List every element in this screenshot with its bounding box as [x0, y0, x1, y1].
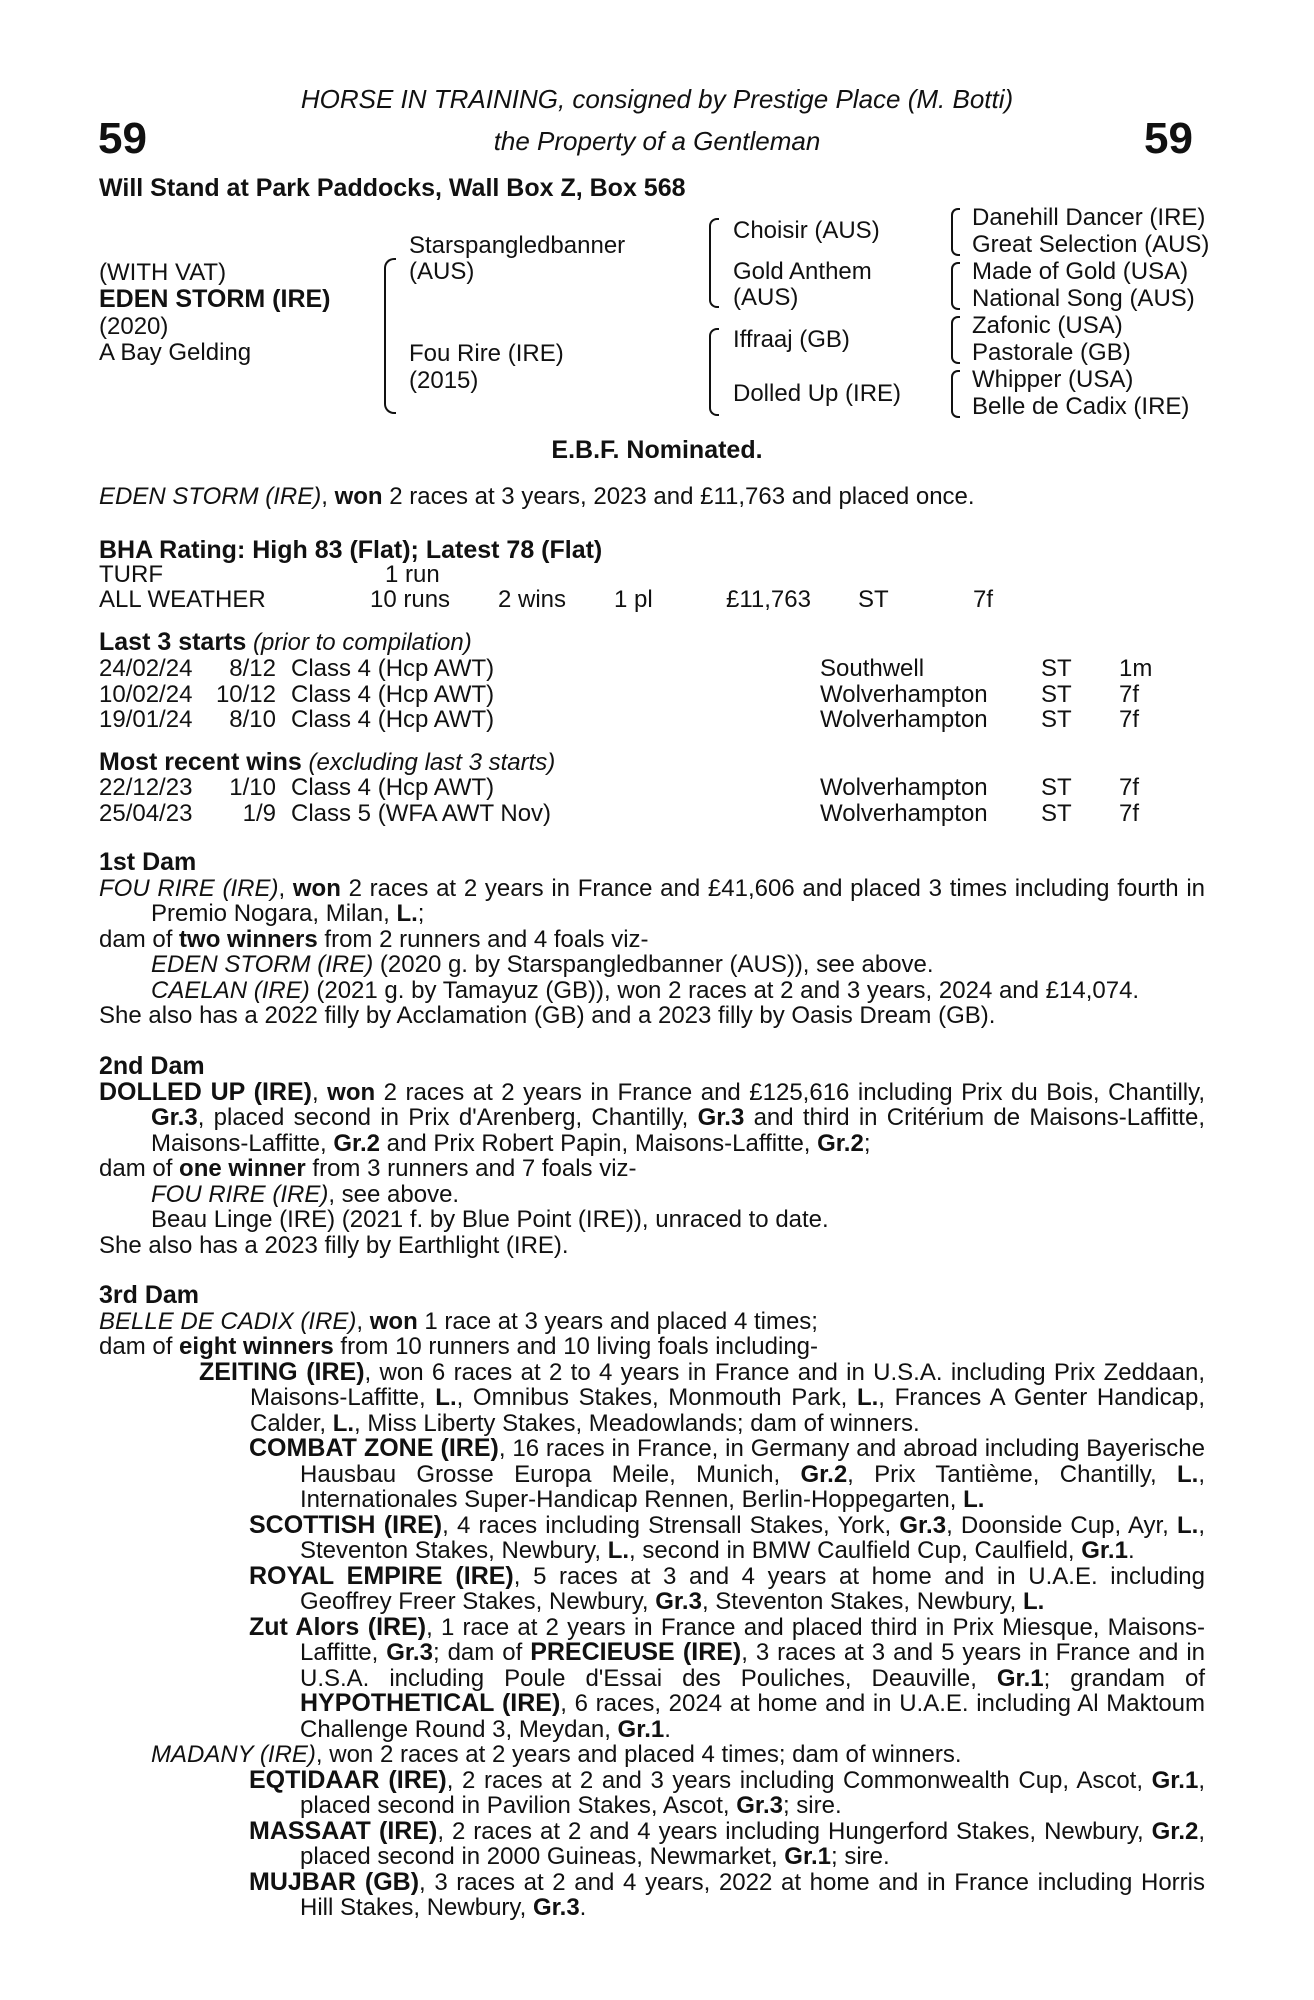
group-mark: Gr.3	[736, 1792, 783, 1819]
produce-detail: , 5 races at 3 and 4 years at home and in U.A.E. including Geoffrey Freer Stakes, Newbury,	[300, 1562, 1206, 1615]
ped-sds: Made of Gold (USA)	[972, 258, 1189, 285]
group-mark: Gr.1	[1151, 1766, 1199, 1794]
listed-mark: L.	[1177, 1511, 1199, 1539]
produce-detail: , placed second in 2000 Guineas, Newmarket,	[300, 1817, 1206, 1870]
winners-count: one winner	[179, 1155, 306, 1182]
winners-count: two winners	[179, 925, 318, 953]
dam-of: dam of	[99, 1333, 180, 1360]
winners-count: eight winners	[179, 1333, 334, 1360]
sire-sire: Choisir (AUS)	[733, 217, 880, 244]
punct: .	[1127, 1537, 1135, 1564]
win-row-date: 25/04/23	[99, 799, 193, 827]
produce-name: EQTIDAAR (IRE)	[249, 1765, 447, 1794]
win-row-dist: 7f	[1119, 774, 1140, 801]
last3-row-dist: 7f	[1119, 680, 1140, 708]
last3-row-going: ST	[1041, 655, 1072, 682]
stand-location: Will Stand at Park Paddocks, Wall Box Z, Box 568	[99, 174, 686, 202]
group-mark: Gr.3	[532, 1894, 580, 1921]
group-mark: Gr.3	[655, 1588, 702, 1615]
brace-sd	[951, 262, 960, 310]
last3-row-course: Wolverhampton	[820, 706, 988, 733]
group-mark: Gr.2	[817, 1129, 864, 1157]
produce-combat-zone	[99, 1436, 1205, 1513]
produce-detail: , 6 races, 2024 at home and in U.A.E. including Al Maktoum Challenge Round 3, Meydan,	[300, 1690, 1206, 1743]
runners-foals: from 10 runners and 10 living foals including-	[333, 1333, 818, 1360]
ped-sdd: National Song (AUS)	[972, 285, 1195, 312]
last3-row-date: 24/02/24	[99, 655, 193, 682]
produce-name: Zut Alors (IRE)	[249, 1612, 427, 1641]
group-mark: Gr.3	[151, 1104, 198, 1131]
win-row-date: 22/12/23	[99, 774, 193, 801]
produce-name: COMBAT ZONE (IRE)	[249, 1434, 499, 1462]
produce-detail: , Doonside Cup, Ayr,	[946, 1511, 1177, 1539]
third-dam-name: BELLE DE CADIX (IRE)	[99, 1307, 357, 1335]
produce-detail: , 1 race at 2 years in France and placed third in Prix Miesque, Maisons-Laffitte,	[300, 1613, 1205, 1666]
listed-mark: L.	[1023, 1588, 1045, 1615]
last3-row-going: ST	[1041, 680, 1072, 708]
produce-detail: , Miss Liberty Stakes, Meadowlands; dam of winners.	[354, 1409, 920, 1437]
summary-horse: EDEN STORM (IRE)	[99, 483, 322, 510]
group-mark: Gr.3	[697, 1104, 745, 1131]
summary-rest: 2 races at 3 years, 2023 and £11,763 and placed once.	[382, 483, 975, 510]
pedigree-brace-sire	[709, 218, 719, 308]
horse-name: EDEN STORM (IRE)	[99, 285, 331, 313]
produce-detail: , 2 races at 2 and 4 years including Hungerford Stakes, Newbury,	[437, 1817, 1152, 1845]
lot-number-right: 59	[1144, 114, 1193, 163]
aw-label: ALL WEATHER	[99, 586, 266, 613]
produce-beau-linge: Beau Linge (IRE) (2021 f. by Blue Point (IRE)), unraced to date.	[151, 1206, 829, 1233]
ped-dss: Zafonic (USA)	[972, 312, 1123, 339]
second-dam-name: DOLLED UP (IRE)	[99, 1077, 312, 1106]
first-dam-name: FOU RIRE (IRE)	[99, 874, 279, 902]
produce-detail: ; grandam of	[1043, 1664, 1205, 1692]
second-dam-foals-note: She also has a 2023 filly by Earthlight (IRE).	[99, 1231, 569, 1259]
win-row-race: Class 4 (Hcp AWT)	[291, 774, 495, 801]
last3-row-dist: 7f	[1119, 706, 1140, 733]
aw-placed: 1 pl	[614, 586, 653, 613]
win-row-course: Wolverhampton	[820, 799, 988, 827]
last3-row-race: Class 4 (Hcp AWT)	[291, 655, 495, 682]
produce-name: CAELAN (IRE)	[151, 976, 310, 1004]
third-dam-record: BELLE DE CADIX (IRE), won 1 race at 3 years and placed 4 times;	[99, 1307, 818, 1335]
group-mark: Gr.1	[784, 1843, 831, 1870]
produce-detail: , Frances A Genter Handicap, Calder,	[250, 1384, 1205, 1437]
group-mark: Gr.1	[617, 1715, 665, 1743]
win-row-race: Class 5 (WFA AWT Nov)	[291, 799, 552, 827]
record-text: 1 race at 3 years and placed 4 times;	[417, 1307, 818, 1335]
dam-year: (2015)	[409, 367, 479, 394]
group-mark: Gr.3	[386, 1639, 433, 1666]
horse-description: A Bay Gelding	[99, 339, 252, 366]
last3-row-dist: 1m	[1119, 655, 1153, 682]
ped-ssd: Great Selection (AUS)	[972, 231, 1210, 258]
produce-detail: , Steventon Stakes, Newbury,	[701, 1588, 1023, 1615]
produce-detail: , 3 races at 2 and 4 years, 2022 at home and in France including Horris Hill Stakes, Newbury,	[300, 1868, 1205, 1921]
produce-scottish	[99, 1510, 1205, 1564]
property-line: the Property of a Gentleman	[493, 126, 821, 156]
sire-name: Starspangledbanner	[409, 232, 626, 259]
group-mark: Gr.2	[1151, 1817, 1199, 1845]
listed-mark: L.	[963, 1486, 985, 1513]
produce-massaat	[99, 1816, 1206, 1870]
turf-label: TURF	[99, 561, 163, 588]
listed-mark: L.	[856, 1384, 879, 1411]
produce-detail: , Internationales Super-Handicap Rennen, Berlin-Hoppegarten,	[300, 1460, 1205, 1513]
last3-row-course: Wolverhampton	[820, 680, 988, 708]
record-text: and third in Critérium de Maisons-Laffitte, Maisons-Laffitte,	[151, 1104, 1205, 1157]
produce-fou-rire	[99, 1182, 1205, 1208]
group-mark: Gr.3	[899, 1511, 947, 1539]
wins-title: Most recent wins	[99, 748, 302, 776]
wins-note: (excluding last 3 starts)	[308, 749, 556, 776]
listed-mark: L.	[435, 1384, 457, 1411]
produce-name: ROYAL EMPIRE (IRE)	[249, 1561, 514, 1590]
produce-name: MUJBAR (GB)	[249, 1867, 420, 1896]
produce-name: MASSAAT (IRE)	[249, 1816, 438, 1845]
produce-eden-storm	[99, 952, 1205, 978]
brace-ds	[951, 316, 960, 364]
second-dam-record: DOLLED UP (IRE), won 2 races at 2 years in France and £125,616 including Prix du Bois, Chantilly, Gr.3, placed second in Prix d'Arenberg, Chantilly, Gr.3 and third in Critérium de Maisons-Laffitte, Maisons-Laffitte, Gr.2 and Prix Robert Papin, Maisons-Laffitte, Gr.2;	[99, 1077, 1206, 1157]
ped-dds: Whipper (USA)	[972, 366, 1134, 393]
produce-caelan	[99, 978, 1205, 1004]
produce-detail: , Omnibus Stakes, Monmouth Park,	[456, 1384, 857, 1411]
win-row-pos: 1/9	[242, 799, 276, 827]
won-label: won	[327, 1078, 376, 1106]
lot-number-left: 59	[98, 114, 147, 163]
last3-row-going: ST	[1041, 706, 1072, 733]
punct: ;	[863, 1129, 871, 1157]
produce-detail: ; dam of	[432, 1639, 531, 1666]
group-mark: Gr.1	[996, 1664, 1044, 1692]
produce-zeiting	[148, 1357, 1205, 1437]
produce-detail: , Steventon Stakes, Newbury,	[300, 1511, 1205, 1564]
vat-note: (WITH VAT)	[99, 259, 227, 286]
sire-dam-name: Gold Anthem	[733, 258, 872, 285]
turf-runs: 1 run	[385, 561, 440, 588]
last3-note: (prior to compilation)	[252, 629, 472, 656]
second-dam-produce	[99, 1156, 1205, 1182]
produce-zut-alors	[99, 1612, 1206, 1743]
dam-name: Fou Rire (IRE)	[409, 340, 564, 367]
group-mark: Gr.1	[1081, 1537, 1128, 1564]
produce-detail: (2021 g. by Tamayuz (GB)), won 2 races at 2 and 3 years, 2024 and £14,074.	[309, 976, 1140, 1004]
produce-detail: , Prix Tantième, Chantilly,	[847, 1460, 1177, 1488]
runners-foals: from 2 runners and 4 foals viz-	[317, 925, 649, 953]
race-summary: EDEN STORM (IRE), won 2 races at 3 years, 2023 and £11,763 and placed once.	[99, 483, 975, 510]
punct: ;	[417, 900, 425, 927]
last3-row-date: 10/02/24	[99, 680, 193, 708]
brace-ss	[951, 208, 960, 256]
produce-name: MADANY (IRE)	[151, 1741, 316, 1768]
aw-wins: 2 wins	[498, 586, 567, 613]
produce-detail: , see above.	[328, 1180, 460, 1208]
punct: .	[579, 1894, 587, 1921]
produce-detail: (2020 g. by Starspangledbanner (AUS)), see above.	[373, 951, 934, 978]
last3-row-race: Class 4 (Hcp AWT)	[291, 680, 495, 708]
wins-heading	[99, 750, 555, 776]
second-dam-section	[99, 1054, 1205, 1258]
aw-runs: 10 runs	[370, 586, 451, 613]
produce-name: ZEITING (IRE)	[199, 1357, 365, 1386]
first-dam-produce	[99, 927, 1205, 953]
last3-row-pos: 8/10	[229, 706, 276, 733]
ebf-nominated: E.B.F. Nominated.	[551, 436, 763, 464]
second-dam-title: 2nd Dam	[99, 1052, 205, 1080]
ped-dsd: Pastorale (GB)	[972, 339, 1131, 366]
group-mark: Gr.2	[800, 1460, 848, 1488]
win-row-course: Wolverhampton	[820, 774, 988, 801]
produce-detail: , 16 races in France, in Germany and abroad including Bayerische Hausbau Grosse Europa Meile, Munich,	[300, 1435, 1205, 1488]
last3-row-date: 19/01/24	[99, 706, 193, 733]
produce-name: PRECIEUSE (IRE)	[530, 1638, 742, 1666]
last3-title: Last 3 starts	[99, 628, 247, 656]
last3-row-race: Class 4 (Hcp AWT)	[291, 706, 495, 733]
produce-madany	[99, 1742, 1205, 1768]
listed-mark: L.	[396, 900, 418, 927]
produce-detail: , second in BMW Caulfield Cup, Caulfield,	[629, 1537, 1082, 1564]
last3-row-course: Southwell	[820, 655, 925, 682]
first-dam-record-text2: fourth in Premio Nogara, Milan,	[151, 874, 1206, 927]
aw-money: £11,763	[726, 586, 811, 613]
produce-royal-empire	[99, 1561, 1206, 1615]
third-dam-section	[99, 1283, 1205, 1921]
ped-ddd: Belle de Cadix (IRE)	[972, 393, 1190, 420]
pedigree-brace-dam	[709, 328, 719, 416]
sire-dam-country: (AUS)	[733, 284, 799, 311]
dam-of: dam of	[99, 925, 180, 953]
dam-of: dam of	[99, 1155, 180, 1182]
listed-mark: L.	[332, 1409, 355, 1437]
produce-detail: , placed second in Pavilion Stakes, Ascot,	[300, 1766, 1205, 1819]
aw-going: ST	[858, 586, 889, 613]
listed-mark: L.	[607, 1537, 630, 1564]
produce-name: FOU RIRE (IRE)	[151, 1180, 329, 1208]
produce-detail: , 2 races at 2 and 3 years including Commonwealth Cup, Ascot,	[446, 1766, 1152, 1794]
first-dam-title: 1st Dam	[99, 848, 197, 876]
foaling-year: (2020)	[99, 313, 169, 340]
first-dam-foals-note: She also has a 2022 filly by Acclamation (GB) and a 2023 filly by Oasis Dream (GB).	[99, 1002, 996, 1029]
last3-row-pos: 8/12	[229, 655, 276, 682]
group-mark: Gr.2	[333, 1129, 381, 1157]
first-dam-record-text: 2 races at 2 years in France and £41,606 and placed 3 times including	[340, 874, 1110, 902]
record-text: 2 races at 2 years in France and £125,616 including Prix du Bois, Chantilly,	[375, 1078, 1206, 1106]
bha-rating: BHA Rating: High 83 (Flat); Latest 78 (Flat)	[99, 536, 603, 564]
win-row-going: ST	[1041, 799, 1072, 827]
brace-dd	[951, 370, 960, 418]
sire-country: (AUS)	[409, 258, 475, 285]
ped-sss: Danehill Dancer (IRE)	[972, 204, 1206, 231]
dam-dam: Dolled Up (IRE)	[733, 380, 902, 407]
produce-detail: , won 6 races at 2 to 4 years in France and in U.S.A. including Prix Zeddaan, Maisons-Laffitte,	[250, 1358, 1205, 1411]
produce-detail: ; sire.	[782, 1792, 842, 1819]
produce-name: SCOTTISH (IRE)	[249, 1510, 443, 1539]
dam-sire: Iffraaj (GB)	[733, 326, 850, 353]
consignor-line: HORSE IN TRAINING, consigned by Prestige Place (M. Botti)	[300, 84, 1014, 114]
summary-won: won	[334, 483, 383, 510]
punct: .	[664, 1715, 671, 1743]
won-label: won	[369, 1307, 418, 1335]
first-dam-section	[99, 850, 1205, 1029]
produce-eqtidaar	[99, 1765, 1205, 1819]
third-dam-produce	[99, 1334, 1205, 1360]
win-row-going: ST	[1041, 774, 1072, 801]
produce-mujbar	[99, 1867, 1205, 1921]
last3-heading	[99, 630, 472, 656]
aw-distance: 7f	[973, 586, 994, 613]
produce-detail: ; sire.	[830, 1843, 890, 1870]
won-label: won	[292, 874, 341, 902]
record-text: and Prix Robert Papin, Maisons-Laffitte,	[380, 1129, 818, 1157]
produce-detail: , 3 races at 3 and 5 years in France and in U.S.A. including Poule d'Essai des Pouliches, Deauville,	[300, 1639, 1206, 1692]
runners-foals: from 3 runners and 7 foals viz-	[305, 1155, 637, 1182]
listed-mark: L.	[1177, 1460, 1199, 1488]
win-row-dist: 7f	[1119, 799, 1140, 827]
win-row-pos: 1/10	[229, 774, 276, 801]
last3-row-pos: 10/12	[215, 680, 276, 708]
produce-detail: , 4 races including Strensall Stakes, York,	[442, 1511, 900, 1539]
produce-detail: , won 2 races at 2 years and placed 4 times; dam of winners.	[315, 1741, 962, 1768]
third-dam-title: 3rd Dam	[99, 1281, 200, 1309]
produce-name: HYPOTHETICAL (IRE)	[300, 1689, 561, 1717]
first-dam-record: FOU RIRE (IRE), won 2 races at 2 years in France and £41,606 and placed 3 times including fourth in Premio Nogara, Milan, L.;	[99, 874, 1206, 927]
record-text: , placed second in Prix d'Arenberg, Chantilly,	[197, 1104, 698, 1131]
pedigree-brace-main	[384, 258, 396, 414]
produce-name: EDEN STORM (IRE)	[151, 951, 374, 978]
